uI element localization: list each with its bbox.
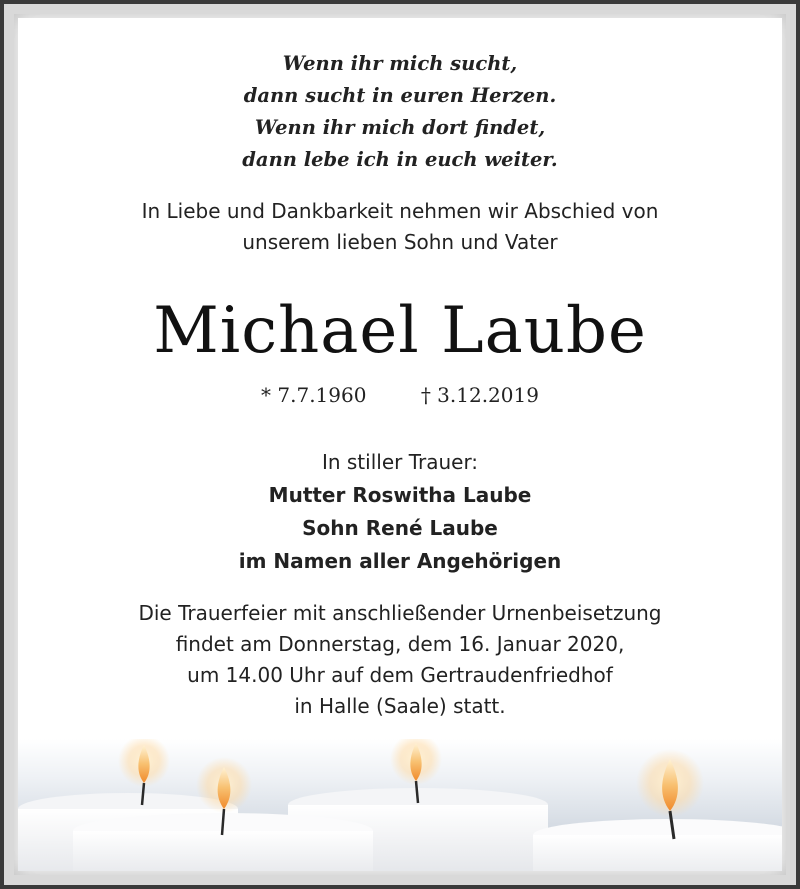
candles-image <box>18 739 782 871</box>
service-line: in Halle (Saale) statt. <box>294 694 506 718</box>
candle <box>533 749 782 871</box>
deceased-name: Michael Laube <box>153 294 647 368</box>
service-info <box>18 598 782 722</box>
poem-line: dann lebe ich in euch weiter. <box>242 148 558 171</box>
poem <box>18 48 782 176</box>
service-line: Die Trauerfeier mit anschließender Urnenbeisetzung <box>138 601 662 625</box>
poem-line: dann sucht in euren Herzen. <box>243 84 557 107</box>
poem-line: Wenn ihr mich dort findet, <box>254 116 546 139</box>
mourner-name: im Namen aller Angehörigen <box>238 549 562 573</box>
mourners <box>18 446 782 578</box>
obituary-content <box>18 18 782 871</box>
intro-line: In Liebe und Dankbarkeit nehmen wir Abschied von <box>141 199 659 223</box>
mourner-name: Sohn René Laube <box>302 516 498 540</box>
birth-date: * 7.7.1960 <box>261 383 367 407</box>
intro-line: unserem lieben Sohn und Vater <box>242 230 558 254</box>
life-dates <box>18 380 782 410</box>
intro-text <box>18 196 782 258</box>
mourners-heading: In stiller Trauer: <box>321 450 479 474</box>
death-date: † 3.12.2019 <box>420 383 539 407</box>
service-line: findet am Donnerstag, dem 16. Januar 2020, <box>175 632 625 656</box>
mourner-name: Mutter Roswitha Laube <box>268 483 532 507</box>
candles-illustration <box>18 739 782 871</box>
service-line: um 14.00 Uhr auf dem Gertraudenfriedhof <box>187 663 613 687</box>
poem-line: Wenn ihr mich sucht, <box>282 52 518 75</box>
